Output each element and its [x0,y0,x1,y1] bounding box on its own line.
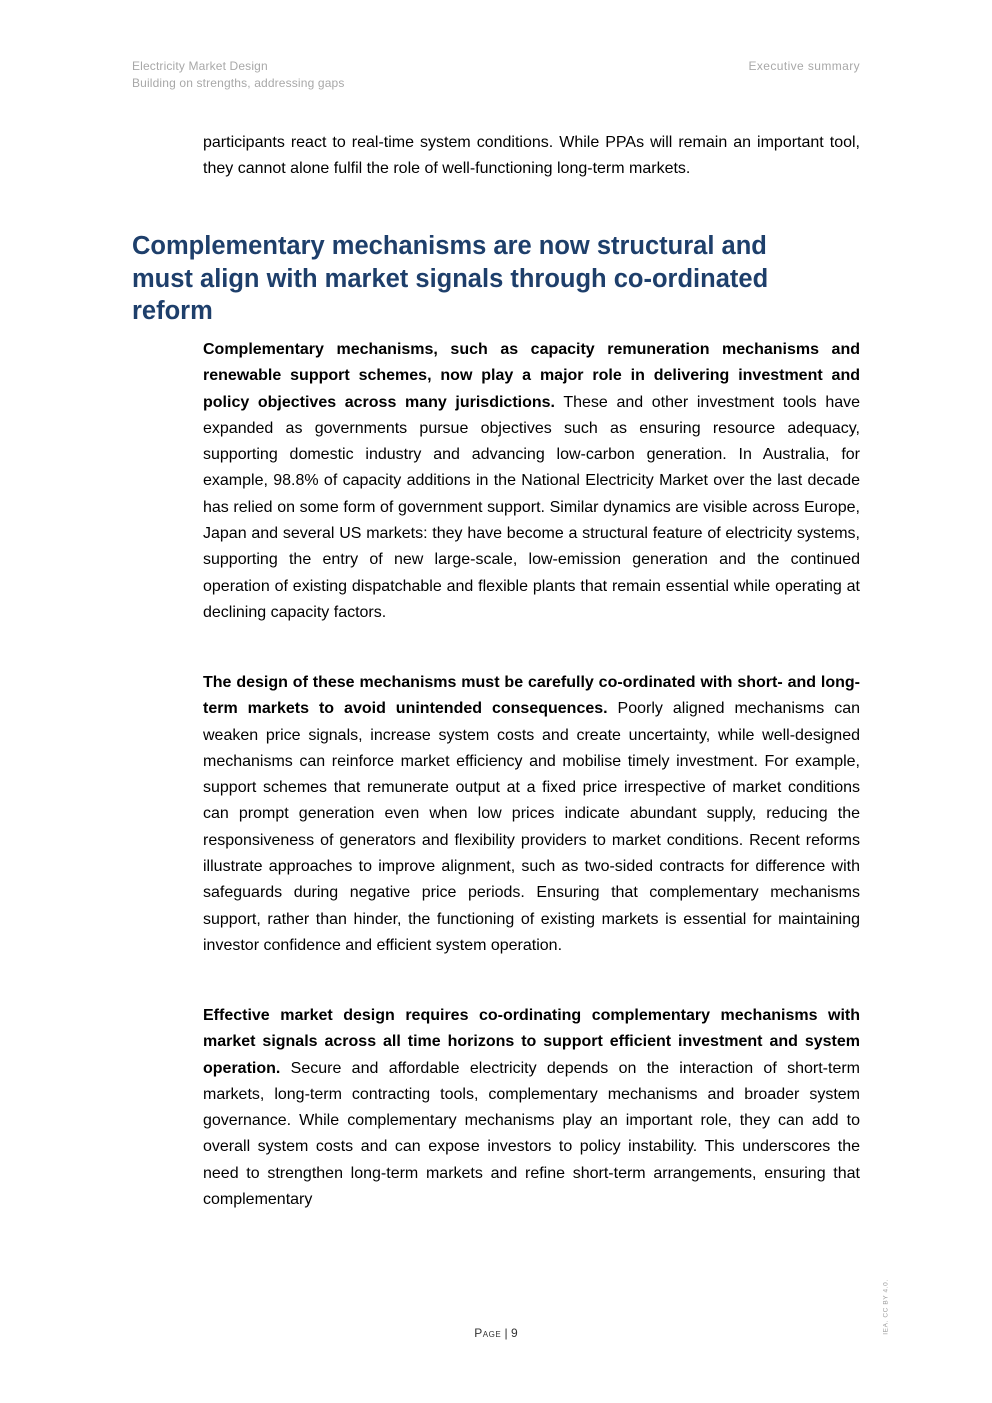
paragraph-body: Poorly aligned mechanisms can weaken price signals, increase system costs and create uncertainty, while well-designed mechanisms can reinforce market efficiency and mobilise timely investment. For example, support schemes that remunerate output at a fixed price irrespective of market conditions can prompt generation even when low prices indicate abundant supply, reducing the responsiveness of generators and flexibility providers to market conditions. Recent reforms illustrate approaches to improve alignment, such as two-sided contracts for difference with safeguards during negative price periods. Ensuring that complementary mechanisms support, rather than hinder, the functioning of existing markets is essential for maintaining investor confidence and efficient system operation. [203,700,861,954]
paragraph-body: Secure and affordable electricity depends on the interaction of short-term markets, long-term contracting tools, complementary mechanisms and broader system governance. While complementary mechanisms play an important role, they can add to overall system costs and can expose investors to policy instability. This underscores the need to strengthen long-term markets and refine short-term arrangements, ensuring that complementary [203,1059,860,1209]
page-separator: | [501,1326,511,1340]
continuation-paragraph [203,130,860,183]
paragraph-lead: Complementary mechanisms, such as capacity remuneration mechanisms and renewable support schemes, now play a major role in delivering investment and policy objectives across many jurisdictions. [203,341,860,411]
page-number: 9 [511,1326,518,1340]
paragraph-2 [203,670,860,959]
paragraph-lead: Effective market design requires co-ordinating complementary mechanisms with market signals across all time horizons to support efficient investment and system operation. [203,1007,860,1077]
section-heading: Complementary mechanisms are now structural and must align with market signals through co-ordinated reform [132,232,769,325]
paragraph-body: These and other investment tools have expanded as governments pursue objectives such as ensuring resource adequacy, supporting domestic industry and advancing low-carbon generation. In Australia, for example, 98.8% of capacity additions in the National Electricity Market over the last decade has relied on some form of government support. Similar dynamics are visible across Europe, Japan and several US markets: they have become a structural feature of electricity systems, supporting the entry of new large-scale, low-emission generation and the continued operation of existing dispatchable and flexible plants that remain essential while operating at declining capacity factors. [203,393,861,621]
paragraph-lead: The design of these mechanisms must be carefully co-ordinated with short- and long-term markets to avoid unintended consequences. [203,674,860,718]
running-header-left [132,58,345,92]
document-subtitle: Building on strengths, addressing gaps [132,76,345,90]
license-text: IEA. CC BY 4.0. [882,1279,890,1335]
paragraph-text: participants react to real-time system conditions. While PPAs will remain an important tool, they cannot alone fulfil the role of well-functioning long-term markets. [203,134,860,178]
document-title: Electricity Market Design [132,59,268,73]
license-notice [879,1272,893,1342]
section-name: Executive summary [748,59,860,73]
page-label: Page [474,1326,502,1340]
paragraph-1 [203,337,860,626]
paragraph-3 [203,1003,860,1213]
page-footer [0,1326,992,1340]
